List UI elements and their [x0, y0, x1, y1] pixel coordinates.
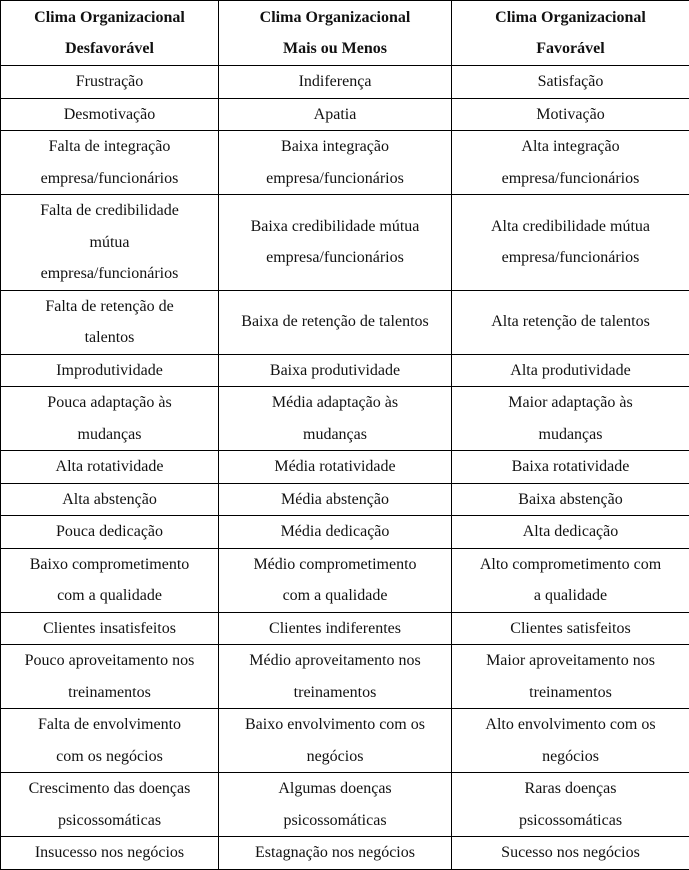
cell-desfavoravel: [1, 483, 219, 516]
cell-favoravel: [452, 645, 689, 709]
cell-desfavoravel: [1, 516, 219, 549]
cell-line: Maior adaptação às: [456, 387, 685, 419]
cell-line: Alta retenção de talentos: [456, 306, 685, 338]
cell-mais-ou-menos: [219, 387, 452, 451]
table-row: [1, 516, 689, 549]
cell-desfavoravel: [1, 354, 219, 387]
cell-line: Média dedicação: [223, 516, 447, 548]
cell-line: Pouca adaptação às: [5, 387, 214, 419]
cell-line: Baixa rotatividade: [456, 451, 685, 483]
table-row: [1, 195, 689, 291]
cell-line: empresa/funcionários: [223, 242, 447, 274]
cell-desfavoravel: [1, 709, 219, 773]
cell-line: Algumas doenças: [223, 773, 447, 805]
cell-mais-ou-menos: [219, 290, 452, 354]
header-desfavoravel: [1, 1, 219, 66]
cell-line: com a qualidade: [223, 580, 447, 612]
header-line: Clima Organizacional: [5, 2, 214, 34]
cell-favoravel: [452, 516, 689, 549]
table-row: [1, 837, 689, 870]
cell-desfavoravel: [1, 195, 219, 291]
cell-mais-ou-menos: [219, 709, 452, 773]
cell-line: Alta abstenção: [5, 484, 214, 516]
table-row: [1, 548, 689, 612]
cell-mais-ou-menos: [219, 837, 452, 870]
table-row: [1, 612, 689, 645]
cell-line: Satisfação: [456, 66, 685, 98]
cell-line: negócios: [223, 741, 447, 773]
header-line: Mais ou Menos: [223, 33, 447, 65]
table-row: [1, 483, 689, 516]
cell-line: Médio comprometimento: [223, 549, 447, 581]
cell-line: Alta produtividade: [456, 355, 685, 387]
cell-favoravel: [452, 451, 689, 484]
cell-line: com a qualidade: [5, 580, 214, 612]
header-mais-ou-menos: [219, 1, 452, 66]
cell-favoravel: [452, 548, 689, 612]
cell-line: Alta dedicação: [456, 516, 685, 548]
cell-line: Clientes satisfeitos: [456, 613, 685, 645]
cell-line: Desmotivação: [5, 99, 214, 131]
cell-desfavoravel: [1, 98, 219, 131]
cell-line: Média rotatividade: [223, 451, 447, 483]
cell-favoravel: [452, 131, 689, 195]
cell-line: psicossomáticas: [5, 805, 214, 837]
cell-line: Apatia: [223, 99, 447, 131]
cell-mais-ou-menos: [219, 645, 452, 709]
cell-line: Clientes insatisfeitos: [5, 613, 214, 645]
cell-line: Raras doenças: [456, 773, 685, 805]
cell-line: Alta credibilidade mútua: [456, 211, 685, 243]
cell-favoravel: [452, 837, 689, 870]
table-row: [1, 66, 689, 99]
table-row: [1, 709, 689, 773]
cell-line: Pouca dedicação: [5, 516, 214, 548]
cell-line: Baixo envolvimento com os: [223, 709, 447, 741]
cell-line: Crescimento das doenças: [5, 773, 214, 805]
cell-line: mudanças: [5, 419, 214, 451]
cell-line: Sucesso nos negócios: [456, 837, 685, 869]
cell-favoravel: [452, 290, 689, 354]
cell-line: Baixa abstenção: [456, 484, 685, 516]
cell-desfavoravel: [1, 290, 219, 354]
cell-line: Média abstenção: [223, 484, 447, 516]
cell-line: Baixa produtividade: [223, 355, 447, 387]
cell-mais-ou-menos: [219, 66, 452, 99]
table-header: [1, 1, 689, 66]
cell-line: mudanças: [456, 419, 685, 451]
cell-favoravel: [452, 195, 689, 291]
cell-mais-ou-menos: [219, 516, 452, 549]
table-row: [1, 290, 689, 354]
cell-favoravel: [452, 483, 689, 516]
cell-line: treinamentos: [5, 677, 214, 709]
cell-desfavoravel: [1, 773, 219, 837]
cell-line: Baixa integração: [223, 131, 447, 163]
cell-desfavoravel: [1, 387, 219, 451]
cell-desfavoravel: [1, 131, 219, 195]
cell-line: Alta integração: [456, 131, 685, 163]
table-body: [1, 66, 689, 870]
cell-line: Motivação: [456, 99, 685, 131]
cell-line: empresa/funcionários: [5, 258, 214, 290]
header-line: Desfavorável: [5, 33, 214, 65]
cell-line: Estagnação nos negócios: [223, 837, 447, 869]
header-row: [1, 1, 689, 66]
cell-line: empresa/funcionários: [456, 163, 685, 195]
cell-line: Médio aproveitamento nos: [223, 645, 447, 677]
cell-line: com os negócios: [5, 741, 214, 773]
cell-desfavoravel: [1, 66, 219, 99]
cell-line: Baixo comprometimento: [5, 549, 214, 581]
cell-line: Baixa de retenção de talentos: [223, 306, 447, 338]
header-line: Clima Organizacional: [456, 2, 685, 34]
table-row: [1, 98, 689, 131]
cell-mais-ou-menos: [219, 773, 452, 837]
cell-desfavoravel: [1, 548, 219, 612]
cell-mais-ou-menos: [219, 483, 452, 516]
cell-line: mútua: [5, 227, 214, 259]
cell-line: Alto comprometimento com: [456, 549, 685, 581]
cell-favoravel: [452, 387, 689, 451]
table-row: [1, 354, 689, 387]
cell-line: Falta de envolvimento: [5, 709, 214, 741]
table-row: [1, 451, 689, 484]
cell-mais-ou-menos: [219, 612, 452, 645]
table-row: [1, 645, 689, 709]
cell-favoravel: [452, 709, 689, 773]
cell-line: Clientes indiferentes: [223, 613, 447, 645]
cell-line: Alta rotatividade: [5, 451, 214, 483]
cell-line: Indiferença: [223, 66, 447, 98]
cell-mais-ou-menos: [219, 354, 452, 387]
cell-line: talentos: [5, 322, 214, 354]
cell-mais-ou-menos: [219, 451, 452, 484]
cell-line: Insucesso nos negócios: [5, 837, 214, 869]
cell-favoravel: [452, 98, 689, 131]
cell-line: Alto envolvimento com os: [456, 709, 685, 741]
cell-line: Falta de credibilidade: [5, 195, 214, 227]
cell-mais-ou-menos: [219, 195, 452, 291]
cell-line: psicossomáticas: [456, 805, 685, 837]
table-row: [1, 773, 689, 837]
cell-favoravel: [452, 66, 689, 99]
cell-line: treinamentos: [456, 677, 685, 709]
cell-favoravel: [452, 612, 689, 645]
cell-line: empresa/funcionários: [456, 242, 685, 274]
cell-mais-ou-menos: [219, 548, 452, 612]
cell-line: treinamentos: [223, 677, 447, 709]
header-line: Favorável: [456, 33, 685, 65]
cell-line: empresa/funcionários: [5, 163, 214, 195]
cell-line: Frustração: [5, 66, 214, 98]
cell-line: empresa/funcionários: [223, 163, 447, 195]
cell-line: Falta de retenção de: [5, 291, 214, 323]
cell-desfavoravel: [1, 837, 219, 870]
cell-mais-ou-menos: [219, 98, 452, 131]
cell-line: Baixa credibilidade mútua: [223, 211, 447, 243]
cell-desfavoravel: [1, 645, 219, 709]
table-row: [1, 387, 689, 451]
header-favoravel: [452, 1, 689, 66]
cell-line: Improdutividade: [5, 355, 214, 387]
cell-favoravel: [452, 773, 689, 837]
cell-line: a qualidade: [456, 580, 685, 612]
cell-line: Falta de integração: [5, 131, 214, 163]
cell-favoravel: [452, 354, 689, 387]
header-line: Clima Organizacional: [223, 2, 447, 34]
cell-desfavoravel: [1, 612, 219, 645]
cell-line: negócios: [456, 741, 685, 773]
cell-desfavoravel: [1, 451, 219, 484]
cell-mais-ou-menos: [219, 131, 452, 195]
cell-line: Média adaptação às: [223, 387, 447, 419]
table-row: [1, 131, 689, 195]
cell-line: mudanças: [223, 419, 447, 451]
cell-line: Pouco aproveitamento nos: [5, 645, 214, 677]
cell-line: psicossomáticas: [223, 805, 447, 837]
cell-line: Maior aproveitamento nos: [456, 645, 685, 677]
